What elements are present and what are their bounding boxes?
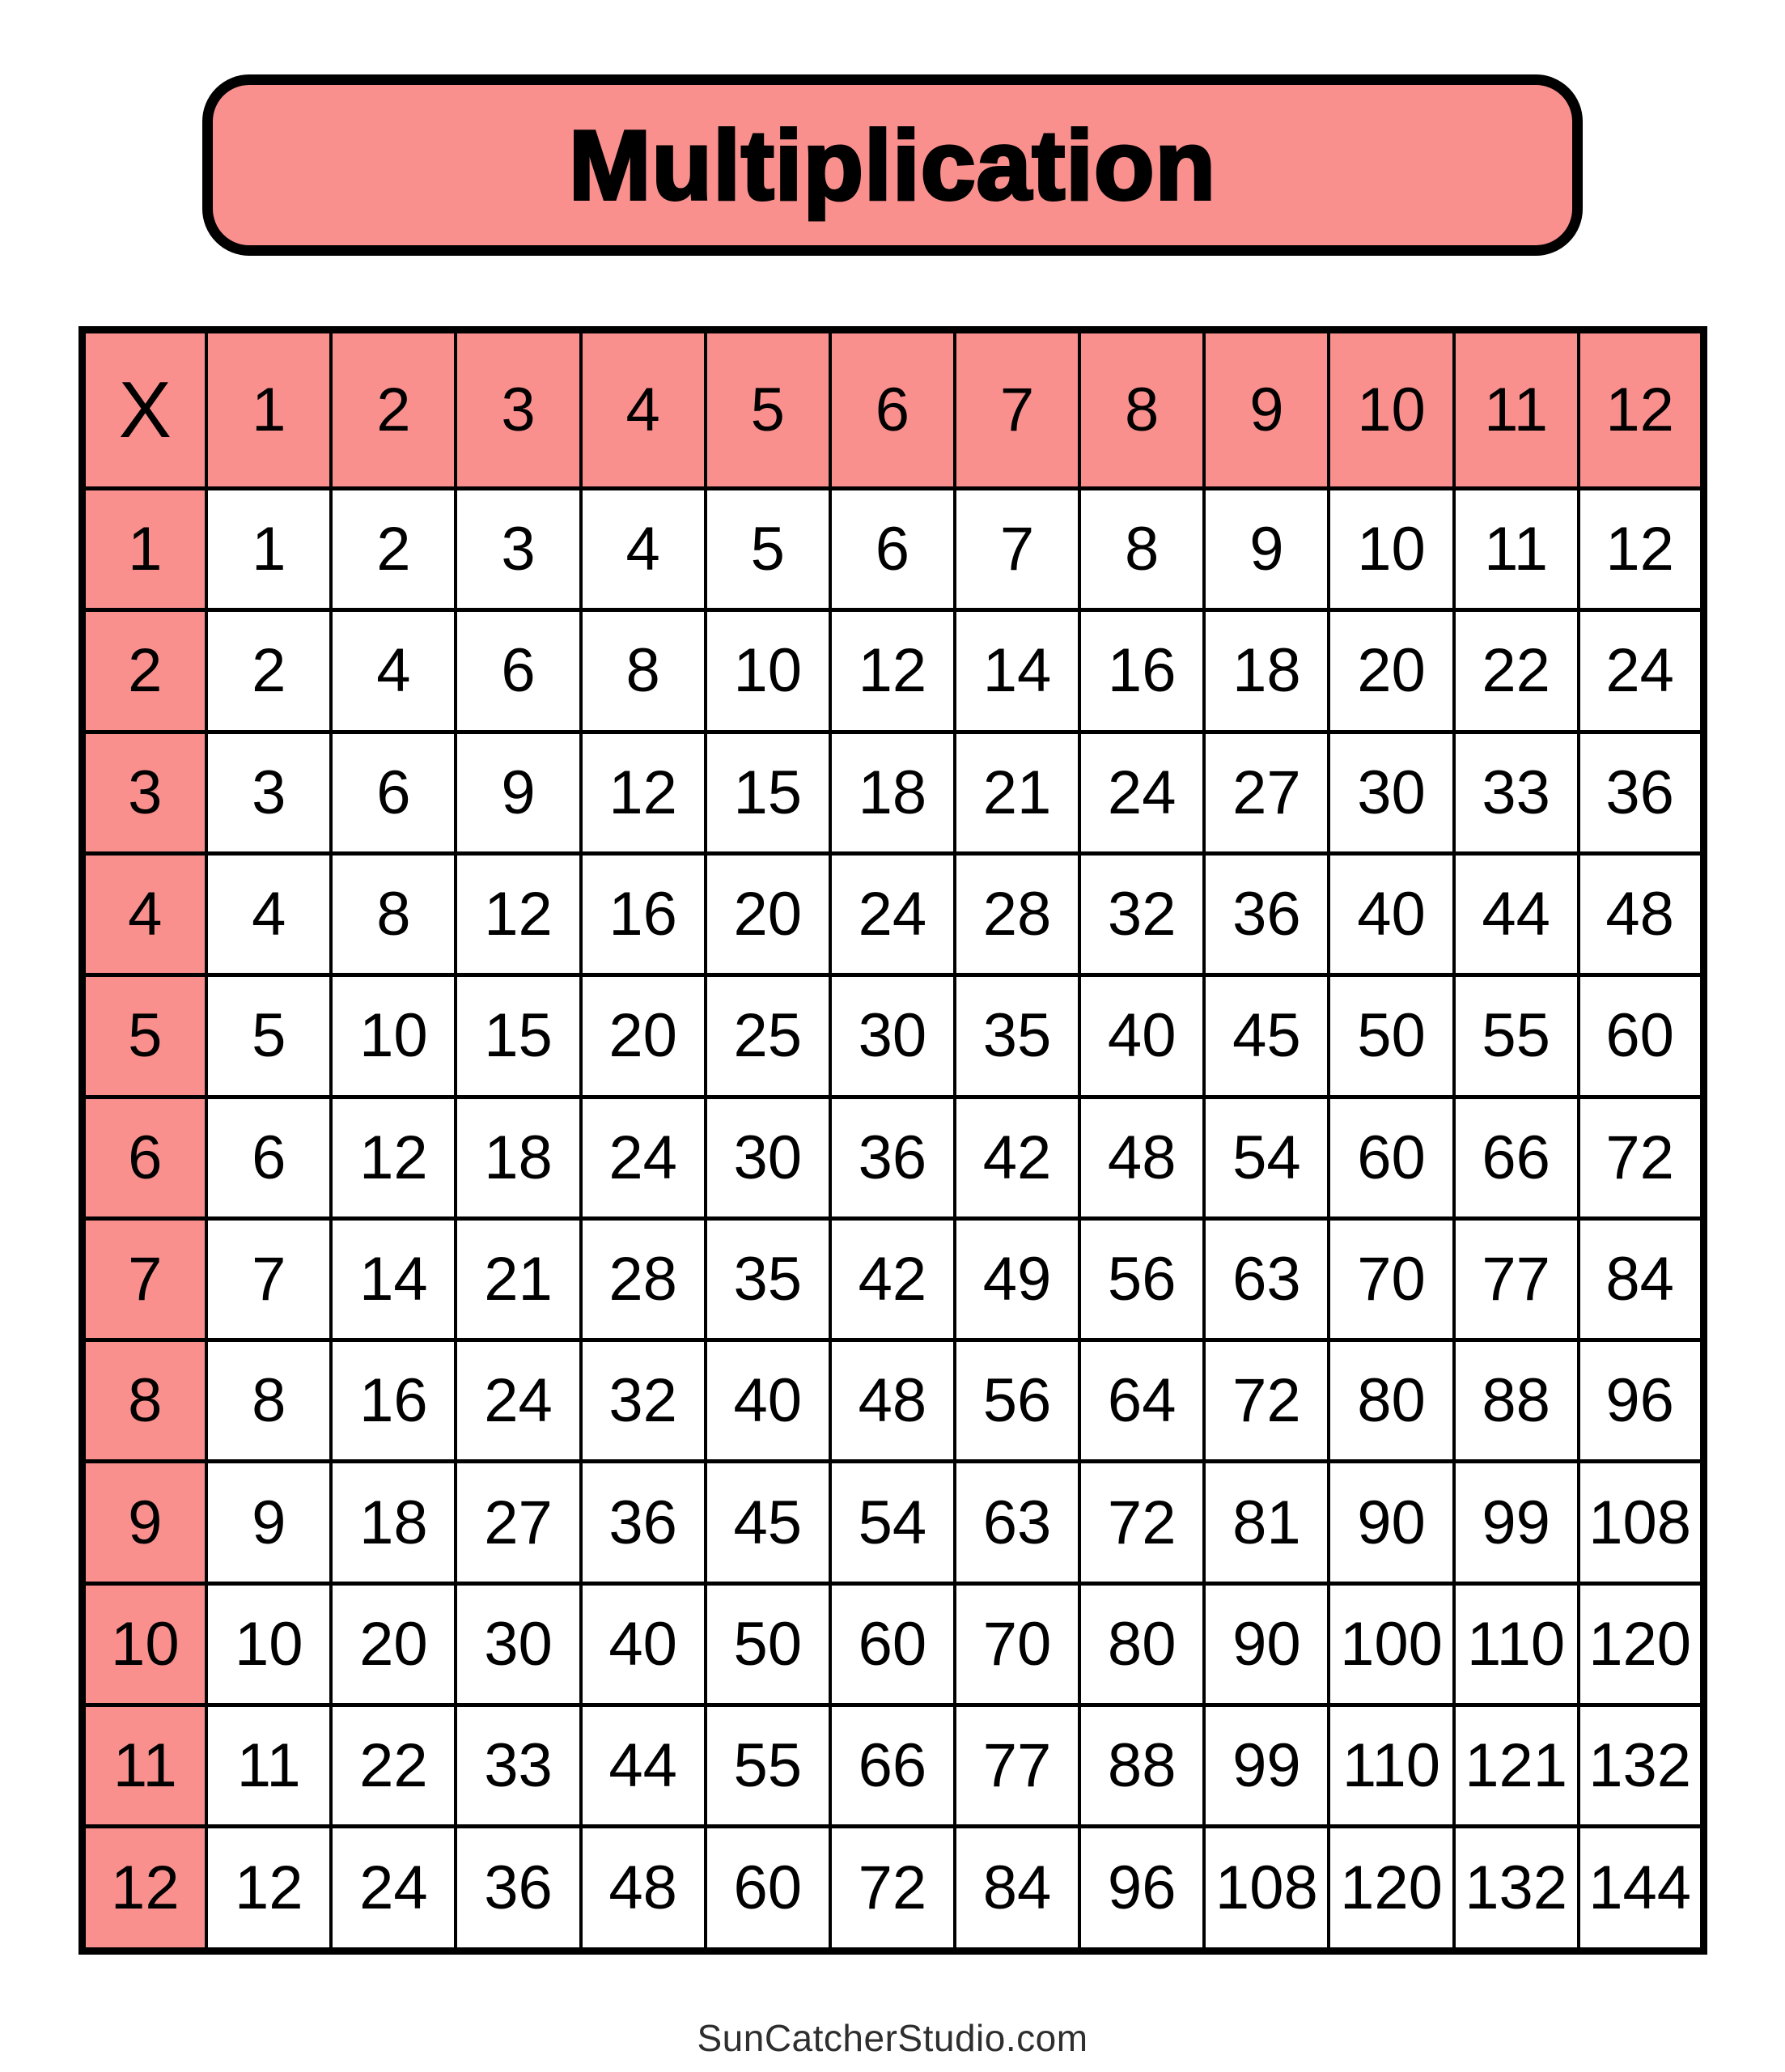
product-cell: 20 [331,1583,456,1705]
table-row [82,1097,1703,1218]
product-cell: 21 [456,1218,580,1340]
product-cell: 48 [581,1827,706,1951]
product-cell: 16 [1079,610,1204,732]
product-cell: 4 [206,853,331,974]
product-cell: 24 [331,1827,456,1951]
row-header-cell: 10 [82,1583,206,1705]
product-cell: 60 [706,1827,830,1951]
product-cell: 12 [206,1827,331,1951]
product-cell: 72 [1579,1097,1703,1218]
product-cell: 10 [331,975,456,1097]
product-cell: 66 [1454,1097,1579,1218]
row-header-cell: 5 [82,975,206,1097]
product-cell: 50 [706,1583,830,1705]
product-cell: 63 [1204,1218,1329,1340]
product-cell: 132 [1454,1827,1579,1951]
product-cell: 40 [706,1340,830,1462]
product-cell: 56 [955,1340,1079,1462]
footer [0,2016,1785,2060]
product-cell: 55 [1454,975,1579,1097]
product-cell: 5 [206,975,331,1097]
product-cell: 12 [1579,489,1703,610]
product-cell: 9 [1204,489,1329,610]
product-cell: 6 [830,489,955,610]
product-cell: 64 [1079,1340,1204,1462]
product-cell: 2 [331,489,456,610]
product-cell: 40 [1079,975,1204,1097]
credit-text: SunCatcherStudio.com [697,2017,1088,2059]
product-cell: 35 [955,975,1079,1097]
product-cell: 50 [1329,975,1453,1097]
table-row [82,853,1703,974]
product-cell: 45 [1204,975,1329,1097]
product-cell: 54 [830,1462,955,1583]
product-cell: 32 [581,1340,706,1462]
product-cell: 24 [581,1097,706,1218]
product-cell: 49 [955,1218,1079,1340]
col-header-cell: 10 [1329,330,1453,489]
row-header-cell: 2 [82,610,206,732]
product-cell: 24 [1079,732,1204,853]
row-header-cell: 7 [82,1218,206,1340]
product-cell: 11 [206,1705,331,1827]
product-cell: 5 [706,489,830,610]
product-cell: 6 [206,1097,331,1218]
product-cell: 80 [1329,1340,1453,1462]
product-cell: 110 [1454,1583,1579,1705]
product-cell: 48 [1579,853,1703,974]
product-cell: 25 [706,975,830,1097]
product-cell: 84 [955,1827,1079,1951]
row-header-cell: 12 [82,1827,206,1951]
multiplication-table-body [82,330,1703,1951]
product-cell: 72 [1079,1462,1204,1583]
product-cell: 11 [1454,489,1579,610]
product-cell: 72 [1204,1340,1329,1462]
product-cell: 18 [1204,610,1329,732]
product-cell: 16 [581,853,706,974]
row-header-cell: 11 [82,1705,206,1827]
product-cell: 44 [581,1705,706,1827]
col-header-cell: 1 [206,330,331,489]
table-row [82,1218,1703,1340]
product-cell: 32 [1079,853,1204,974]
product-cell: 60 [1579,975,1703,1097]
product-cell: 20 [706,853,830,974]
product-cell: 108 [1204,1827,1329,1951]
product-cell: 8 [581,610,706,732]
product-cell: 8 [1079,489,1204,610]
product-cell: 15 [456,975,580,1097]
table-row [82,1340,1703,1462]
product-cell: 90 [1329,1462,1453,1583]
product-cell: 3 [206,732,331,853]
product-cell: 99 [1454,1462,1579,1583]
product-cell: 20 [1329,610,1453,732]
page-title: Multiplication [568,110,1217,220]
multiplication-table [78,326,1707,1955]
product-cell: 30 [1329,732,1453,853]
product-cell: 33 [456,1705,580,1827]
product-cell: 70 [955,1583,1079,1705]
product-cell: 36 [1204,853,1329,974]
table-row [82,1583,1703,1705]
product-cell: 44 [1454,853,1579,974]
product-cell: 60 [830,1583,955,1705]
product-cell: 6 [456,610,580,732]
col-header-cell: 9 [1204,330,1329,489]
product-cell: 100 [1329,1583,1453,1705]
row-header-cell: 4 [82,853,206,974]
row-header-cell: 8 [82,1340,206,1462]
table-row [82,489,1703,610]
product-cell: 108 [1579,1462,1703,1583]
product-cell: 36 [830,1097,955,1218]
product-cell: 7 [955,489,1079,610]
product-cell: 66 [830,1705,955,1827]
product-cell: 90 [1204,1583,1329,1705]
col-header-cell: 2 [331,330,456,489]
product-cell: 6 [331,732,456,853]
product-cell: 96 [1579,1340,1703,1462]
col-header-cell: 5 [706,330,830,489]
product-cell: 12 [581,732,706,853]
col-header-cell: 12 [1579,330,1703,489]
product-cell: 36 [456,1827,580,1951]
row-header-cell: 3 [82,732,206,853]
product-cell: 88 [1079,1705,1204,1827]
product-cell: 56 [1079,1218,1204,1340]
product-cell: 10 [706,610,830,732]
product-cell: 132 [1579,1705,1703,1827]
row-header-cell: 9 [82,1462,206,1583]
product-cell: 27 [456,1462,580,1583]
product-cell: 42 [830,1218,955,1340]
product-cell: 72 [830,1827,955,1951]
product-cell: 42 [955,1097,1079,1218]
product-cell: 120 [1579,1583,1703,1705]
product-cell: 110 [1329,1705,1453,1827]
product-cell: 22 [331,1705,456,1827]
row-header-cell: 6 [82,1097,206,1218]
product-cell: 12 [456,853,580,974]
col-header-cell: 11 [1454,330,1579,489]
product-cell: 48 [830,1340,955,1462]
product-cell: 33 [1454,732,1579,853]
product-cell: 84 [1579,1218,1703,1340]
product-cell: 70 [1329,1218,1453,1340]
product-cell: 12 [331,1097,456,1218]
col-header-cell: 4 [581,330,706,489]
product-cell: 21 [955,732,1079,853]
table-row [82,1705,1703,1827]
product-cell: 35 [706,1218,830,1340]
product-cell: 48 [1079,1097,1204,1218]
product-cell: 20 [581,975,706,1097]
table-row [82,610,1703,732]
product-cell: 77 [1454,1218,1579,1340]
col-header-cell: 3 [456,330,580,489]
product-cell: 4 [581,489,706,610]
product-cell: 40 [581,1583,706,1705]
product-cell: 15 [706,732,830,853]
product-cell: 99 [1204,1705,1329,1827]
product-cell: 18 [331,1462,456,1583]
product-cell: 28 [581,1218,706,1340]
product-cell: 60 [1329,1097,1453,1218]
product-cell: 63 [955,1462,1079,1583]
product-cell: 24 [456,1340,580,1462]
product-cell: 27 [1204,732,1329,853]
corner-cell: X [82,330,206,489]
product-cell: 144 [1579,1827,1703,1951]
product-cell: 9 [456,732,580,853]
product-cell: 10 [1329,489,1453,610]
product-cell: 2 [206,610,331,732]
product-cell: 120 [1329,1827,1453,1951]
row-header-cell: 1 [82,489,206,610]
product-cell: 55 [706,1705,830,1827]
product-cell: 54 [1204,1097,1329,1218]
product-cell: 45 [706,1462,830,1583]
product-cell: 18 [456,1097,580,1218]
col-header-cell: 6 [830,330,955,489]
product-cell: 10 [206,1583,331,1705]
product-cell: 30 [706,1097,830,1218]
product-cell: 121 [1454,1705,1579,1827]
table-row [82,1827,1703,1951]
product-cell: 28 [955,853,1079,974]
product-cell: 96 [1079,1827,1204,1951]
product-cell: 24 [830,853,955,974]
product-cell: 8 [331,853,456,974]
col-header-cell: 7 [955,330,1079,489]
product-cell: 8 [206,1340,331,1462]
product-cell: 24 [1579,610,1703,732]
product-cell: 88 [1454,1340,1579,1462]
product-cell: 30 [830,975,955,1097]
table-row [82,975,1703,1097]
product-cell: 22 [1454,610,1579,732]
product-cell: 14 [955,610,1079,732]
product-cell: 4 [331,610,456,732]
product-cell: 16 [331,1340,456,1462]
product-cell: 36 [1579,732,1703,853]
product-cell: 14 [331,1218,456,1340]
product-cell: 12 [830,610,955,732]
table-row [82,1462,1703,1583]
product-cell: 1 [206,489,331,610]
title-banner [202,74,1583,256]
product-cell: 36 [581,1462,706,1583]
table-row [82,732,1703,853]
col-header-cell: 8 [1079,330,1204,489]
product-cell: 30 [456,1583,580,1705]
product-cell: 77 [955,1705,1079,1827]
product-cell: 18 [830,732,955,853]
product-cell: 81 [1204,1462,1329,1583]
product-cell: 7 [206,1218,331,1340]
header-row [82,330,1703,489]
product-cell: 80 [1079,1583,1204,1705]
product-cell: 3 [456,489,580,610]
product-cell: 9 [206,1462,331,1583]
product-cell: 40 [1329,853,1453,974]
